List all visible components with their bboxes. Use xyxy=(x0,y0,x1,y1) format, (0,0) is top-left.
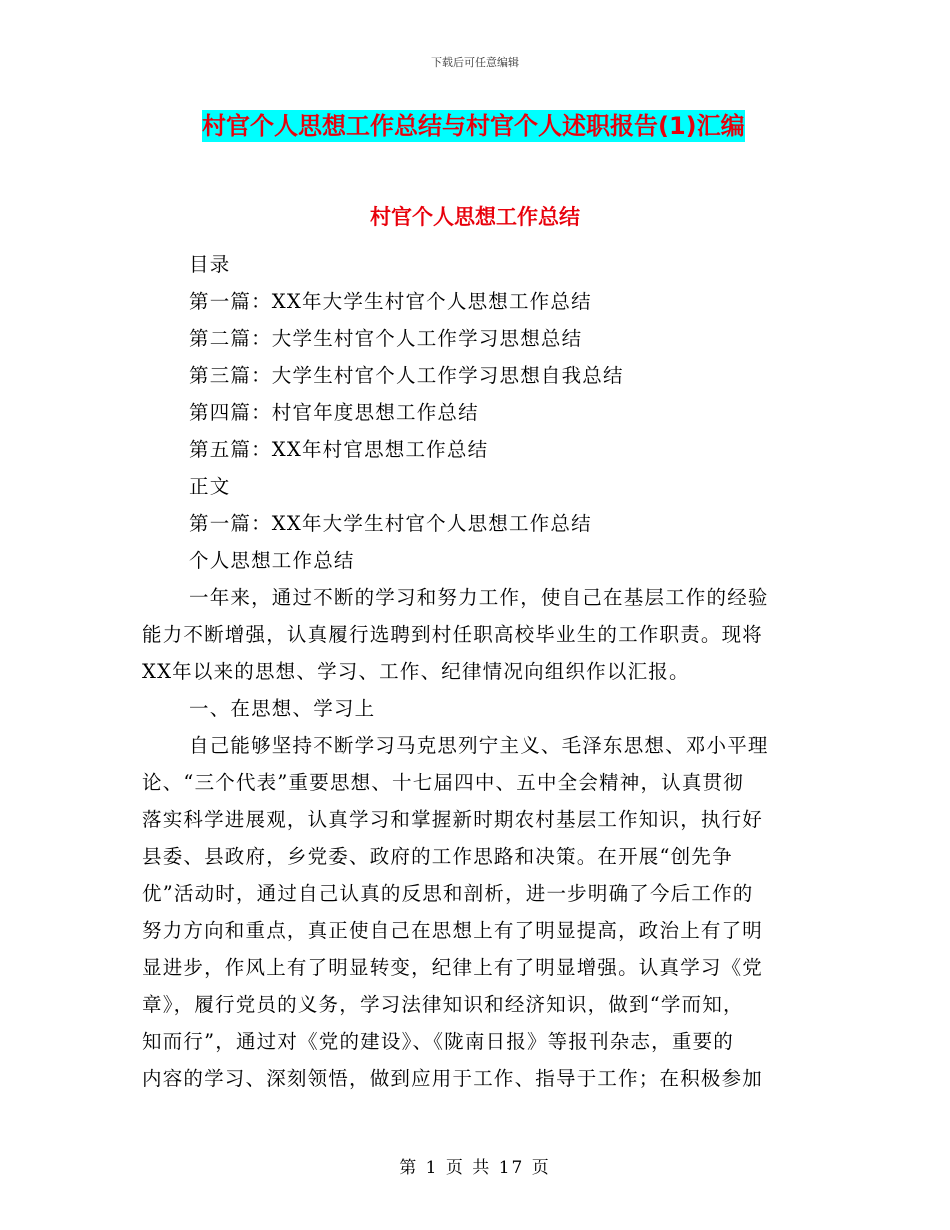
paragraph-line: 优”活动时，通过自己认真的反思和剖析，进一步明确了今后工作的 xyxy=(142,882,754,905)
section-title: 村官个人思想工作总结 xyxy=(370,205,580,229)
paragraph-line: 知而行”，通过对《党的建设》、《陇南日报》等报刊杂志，重要的 xyxy=(142,1030,734,1053)
header-note: 下载后可任意编辑 xyxy=(431,56,519,69)
toc-item: 第四篇：村官年度思想工作总结 xyxy=(189,401,479,424)
paragraph-line: 自己能够坚持不断学习马克思列宁主义、毛泽东思想、邓小平理 xyxy=(189,734,769,757)
paragraph-line: 章》，履行党员的义务，学习法律知识和经济知识，做到“学而知， xyxy=(142,993,744,1016)
paragraph-line: 一年来，通过不断的学习和努力工作，使自己在基层工作的经验 xyxy=(189,586,769,609)
document-title: 村官个人思想工作总结与村官个人述职报告(1)汇编 xyxy=(202,112,745,140)
page-number: 第 1 页 共 17 页 xyxy=(399,1158,551,1178)
toc-heading: 目录 xyxy=(189,253,231,276)
toc-item: 第五篇：XX年村官思想工作总结 xyxy=(189,438,489,461)
chapter-heading: 第一篇：XX年大学生村官个人思想工作总结 xyxy=(189,512,592,535)
document-body xyxy=(142,246,802,1097)
toc-item: 第三篇：大学生村官个人工作学习思想自我总结 xyxy=(189,364,624,387)
paragraph-line: 显进步，作风上有了明显转变，纪律上有了明显增强。认真学习《党 xyxy=(142,956,764,979)
body-heading: 正文 xyxy=(189,475,231,498)
article-heading: 个人思想工作总结 xyxy=(189,549,355,572)
paragraph-line: 论、“三个代表”重要思想、十七届四中、五中全会精神，认真贯彻 xyxy=(142,771,744,794)
paragraph-line: 内容的学习、深刻领悟，做到应用于工作、指导于工作；在积极参加 xyxy=(142,1067,764,1090)
subsection-heading: 一、在思想、学习上 xyxy=(189,697,376,720)
paragraph-line: XX年以来的思想、学习、工作、纪律情况向组织作以汇报。 xyxy=(142,660,690,683)
paragraph-line: 能力不断增强，认真履行选聘到村任职高校毕业生的工作职责。现将 xyxy=(142,623,764,646)
paragraph-line: 落实科学进展观，认真学习和掌握新时期农村基层工作知识，执行好 xyxy=(142,808,764,831)
toc-item: 第一篇：XX年大学生村官个人思想工作总结 xyxy=(189,290,592,313)
paragraph-line: 县委、县政府，乡党委、政府的工作思路和决策。在开展“创先争 xyxy=(142,845,733,868)
toc-item: 第二篇：大学生村官个人工作学习思想总结 xyxy=(189,327,583,350)
paragraph-line: 努力方向和重点，真正使自己在思想上有了明显提高，政治上有了明 xyxy=(142,919,764,942)
